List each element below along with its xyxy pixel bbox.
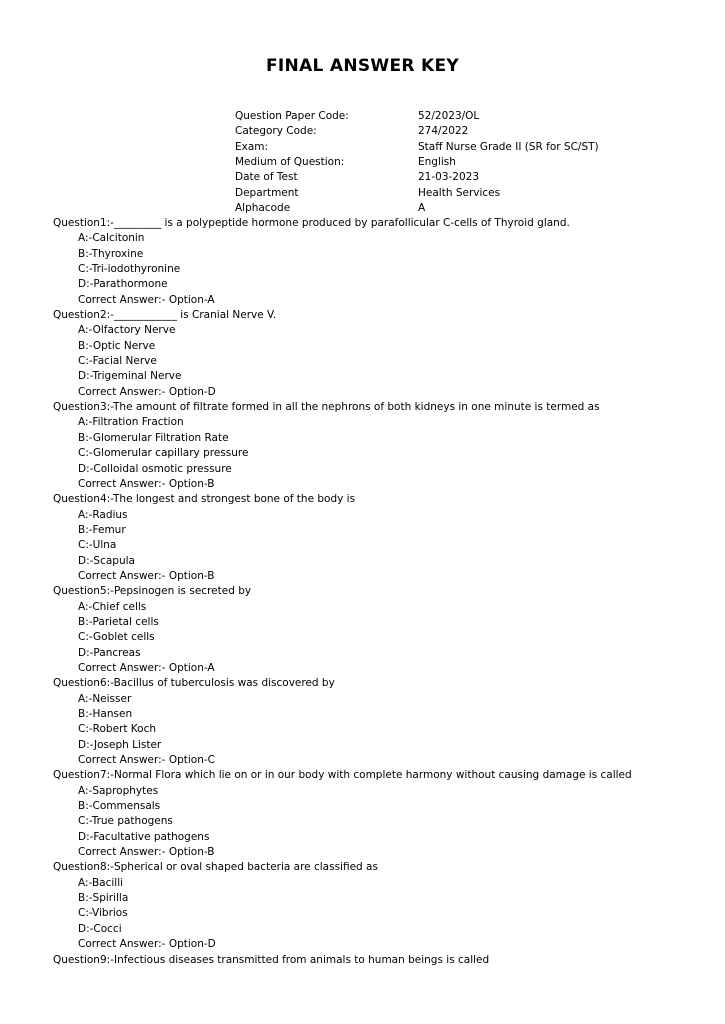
option-c: C:-Glomerular capillary pressure [78,447,249,460]
question-2 [53,308,703,400]
meta-value: 21-03-2023 [418,171,480,184]
question-4 [53,492,703,584]
option-d: D:-Colloidal osmotic pressure [78,462,232,475]
meta-value: English [418,156,456,169]
correct-answer: Correct Answer:- Option-D [78,938,216,951]
meta-label: Medium of Question: [235,156,345,169]
question-text: Question4:-The longest and strongest bone of the body is [53,493,356,506]
option-d: D:-Parathormone [78,278,168,291]
question-3 [53,400,703,492]
meta-label: Question Paper Code: [235,110,349,122]
question-6 [53,676,703,768]
question-text: Question9:-Infectious diseases transmitted from animals to human beings is called [53,953,490,966]
meta-value: A [418,202,426,215]
option-c: C:-True pathogens [78,815,173,828]
option-b: B:-Glomerular Filtration Rate [78,431,229,444]
option-c: C:-Vibrios [78,907,128,920]
question-5 [53,584,703,676]
meta-value: 52/2023/OL [418,110,480,122]
meta-row-date [235,170,599,185]
question-8 [53,860,703,952]
question-list [53,216,703,968]
option-a: A:-Filtration Fraction [78,416,184,429]
option-b: B:-Commensals [78,800,161,813]
option-b: B:-Femur [78,523,126,536]
question-text: Question5:-Pepsinogen is secreted by [53,585,252,598]
question-1 [53,216,703,308]
option-c: C:-Facial Nerve [78,355,157,368]
correct-answer: Correct Answer:- Option-D [78,385,216,398]
question-text: Question8:-Spherical or oval shaped bacteria are classified as [53,861,378,874]
meta-row-alphacode [235,201,599,216]
correct-answer: Correct Answer:- Option-C [78,754,215,767]
option-a: A:-Radius [78,508,128,521]
option-b: B:-Optic Nerve [78,339,156,352]
question-9 [53,953,703,968]
option-d: D:-Pancreas [78,646,141,659]
meta-label: Exam: [235,140,269,153]
correct-answer: Correct Answer:- Option-A [78,661,215,674]
meta-label: Alphacode [235,202,291,215]
option-c: C:-Ulna [78,539,117,552]
question-7 [53,768,703,860]
meta-row-paper-code [235,109,599,124]
option-b: B:-Hansen [78,708,133,720]
meta-row-category-code [235,124,599,139]
meta-row-exam [235,140,599,155]
correct-answer: Correct Answer:- Option-B [78,477,215,490]
correct-answer: Correct Answer:- Option-B [78,569,215,582]
option-d: D:-Facultative pathogens [78,830,210,843]
meta-value: 274/2022 [418,125,469,138]
question-text: Question6:-Bacillus of tuberculosis was discovered by [53,677,335,690]
meta-label: Department [235,186,299,199]
option-d: D:-Scapula [78,554,135,567]
meta-value: Staff Nurse Grade II (SR for SC/ST) [418,140,599,153]
option-d: D:-Trigeminal Nerve [78,370,182,383]
correct-answer: Correct Answer:- Option-B [78,846,215,859]
option-b: B:-Parietal cells [78,615,159,628]
option-a: A:-Neisser [78,692,132,705]
option-a: A:-Olfactory Nerve [78,324,176,337]
option-d: D:-Cocci [78,922,122,935]
option-a: A:-Saprophytes [78,784,159,797]
option-a: A:-Calcitonin [78,232,145,245]
option-c: C:-Tri-iodothyronine [78,263,181,276]
option-d: D:-Joseph Lister [78,738,162,751]
question-text: Question3:-The amount of filtrate formed in all the nephrons of both kidneys in one minute is termed as [53,401,600,414]
meta-label: Category Code: [235,125,317,138]
option-a: A:-Bacilli [78,876,124,889]
option-b: B:-Spirilla [78,892,129,905]
page-title: FINAL ANSWER KEY [266,56,459,76]
meta-value: Health Services [418,186,501,199]
exam-metadata [235,109,599,216]
option-c: C:-Goblet cells [78,631,155,644]
meta-row-medium [235,155,599,170]
correct-answer: Correct Answer:- Option-A [78,293,215,306]
meta-row-department [235,186,599,201]
question-text: Question1:-_________ is a polypeptide hormone produced by parafollicular C-cells of Thyroid gland. [53,217,570,229]
option-a: A:-Chief cells [78,600,147,613]
question-text: Question2:-____________ is Cranial Nerve V. [53,309,277,322]
option-c: C:-Robert Koch [78,723,157,736]
question-text: Question7:-Normal Flora which lie on or in our body with complete harmony without causing damage is called [53,769,632,782]
option-b: B:-Thyroxine [78,247,144,260]
meta-label: Date of Test [235,171,298,184]
